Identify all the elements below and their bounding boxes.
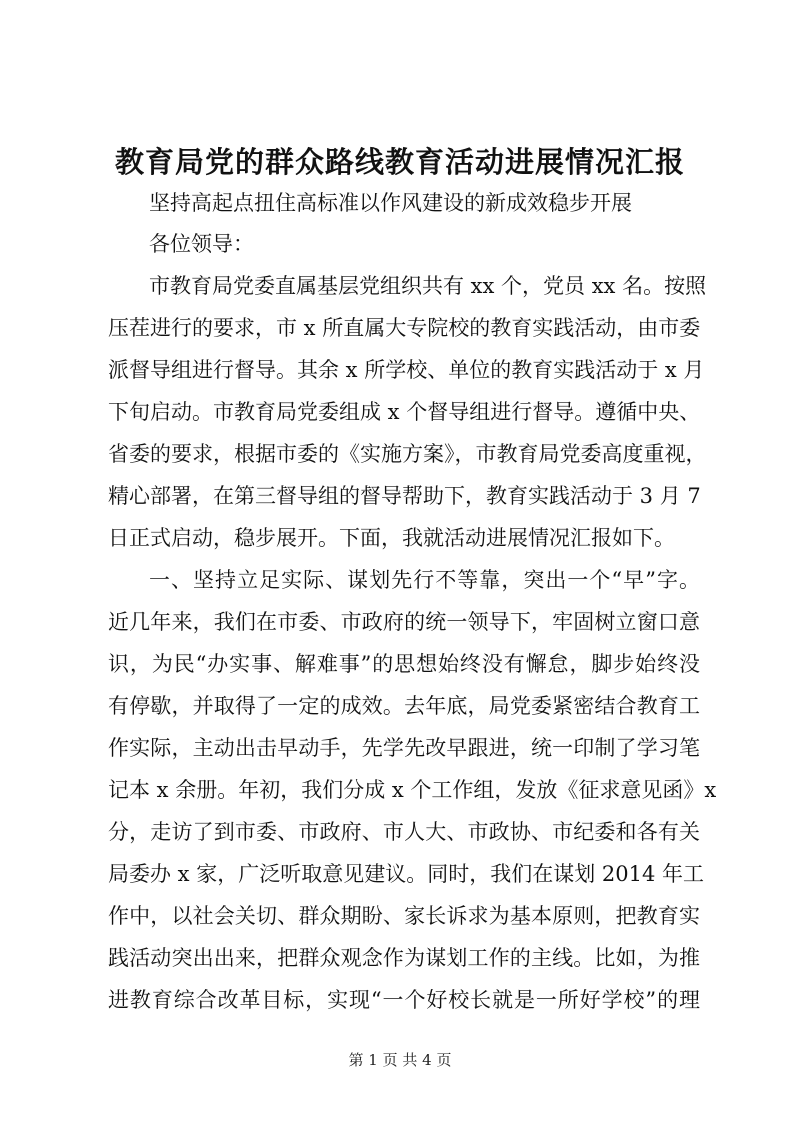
page-footer: 第 1 页 共 4 页 <box>348 1051 452 1069</box>
paragraph-1-line: 省委的要求，根据市委的《实施方案》，市教育局党委高度重视， <box>108 442 707 466</box>
paragraph-1-line: 压茬进行的要求，市 x 所直属大专院校的教育实践活动，由市委 <box>108 316 701 340</box>
paragraph-1-line: 下旬启动。市教育局党委组成 x 个督导组进行督导。遵循中央、 <box>108 400 701 424</box>
document-subtitle: 坚持高起点扭住高标准以作风建设的新成效稳步开展 <box>149 191 632 215</box>
paragraph-1-line: 市教育局党委直属基层党组织共有 xx 个，党员 xx 名。按照 <box>149 274 707 298</box>
paragraph-2-line: 识，为民“办实事、解难事”的思想始终没有懈怠，脚步始终没 <box>108 652 700 676</box>
paragraph-2-line: 践活动突出出来，把群众观念作为谋划工作的主线。比如，为推 <box>108 946 700 970</box>
paragraph-2-line: 分，走访了到市委、市政府、市人大、市政协、市纪委和各有关 <box>108 820 700 844</box>
paragraph-2-line: 记本 x 余册。年初，我们分成 x 个工作组，发放《征求意见函》x <box>108 778 717 802</box>
paragraph-1-line: 精心部署，在第三督导组的督导帮助下，教育实践活动于 3 月 7 <box>108 484 701 508</box>
paragraph-2-line: 作实际，主动出击早动手，先学先改早跟进，统一印制了学习笔 <box>108 736 700 760</box>
paragraph-2-line: 局委办 x 家，广泛听取意见建议。同时，我们在谋划 2014 年工 <box>108 862 704 886</box>
paragraph-2-line: 有停歇，并取得了一定的成效。去年底，局党委紧密结合教育工 <box>108 694 700 718</box>
document-title: 教育局党的群众路线教育活动进展情况汇报 <box>114 145 685 179</box>
paragraph-2-line: 一、坚持立足实际、谋划先行不等靠，突出一个“早”字。 <box>149 568 700 592</box>
paragraph-2-line: 近几年来，我们在市委、市政府的统一领导下，牢固树立窗口意 <box>108 610 700 634</box>
paragraph-1-line: 日正式启动，稳步展开。下面，我就活动进展情况汇报如下。 <box>108 526 675 550</box>
paragraph-2-line: 进教育综合改革目标，实现“一个好校长就是一所好学校”的理 <box>108 988 700 1012</box>
paragraph-1-line: 派督导组进行督导。其余 x 所学校、单位的教育实践活动于 x 月 <box>108 358 705 382</box>
salutation: 各位领导： <box>149 232 254 256</box>
paragraph-2-line: 作中，以社会关切、群众期盼、家长诉求为基本原则，把教育实 <box>108 904 700 928</box>
